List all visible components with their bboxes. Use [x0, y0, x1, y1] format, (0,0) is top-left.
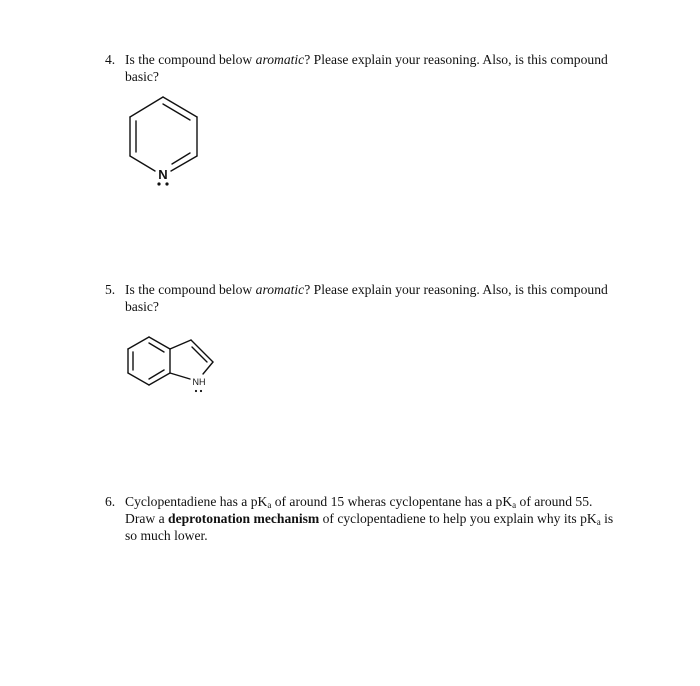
- question-number: 4.: [105, 52, 116, 67]
- nitrogen-label: N: [158, 167, 168, 182]
- question-text: Is the compound below aromatic? Please explain your reasoning. Also, is this compound basic?: [125, 52, 608, 84]
- question-text: Cyclopentadiene has a $pK_a$ of around 15 wheras cyclopentane has a $pK_a$ of around 55. Draw a deprotonation mechanism of cyclopentadiene to help you explain why its $pK_a$ is so much lower.: [125, 494, 614, 543]
- question-text: Is the compound below aromatic? Please explain your reasoning. Also, is this compound basic?: [125, 282, 608, 314]
- question-number: 6.: [105, 494, 116, 509]
- bold-term: deprotonation mechanism: [168, 511, 320, 526]
- indole-structure: [123, 332, 223, 396]
- lone-pair-dot: [165, 182, 168, 185]
- lone-pair-dot: [157, 182, 160, 185]
- pyridine-structure: [118, 90, 208, 192]
- lone-pair-dot: [195, 390, 197, 392]
- lone-pair-dot: [200, 390, 202, 392]
- nh-label: NH: [192, 377, 206, 387]
- question-number: 5.: [105, 282, 116, 297]
